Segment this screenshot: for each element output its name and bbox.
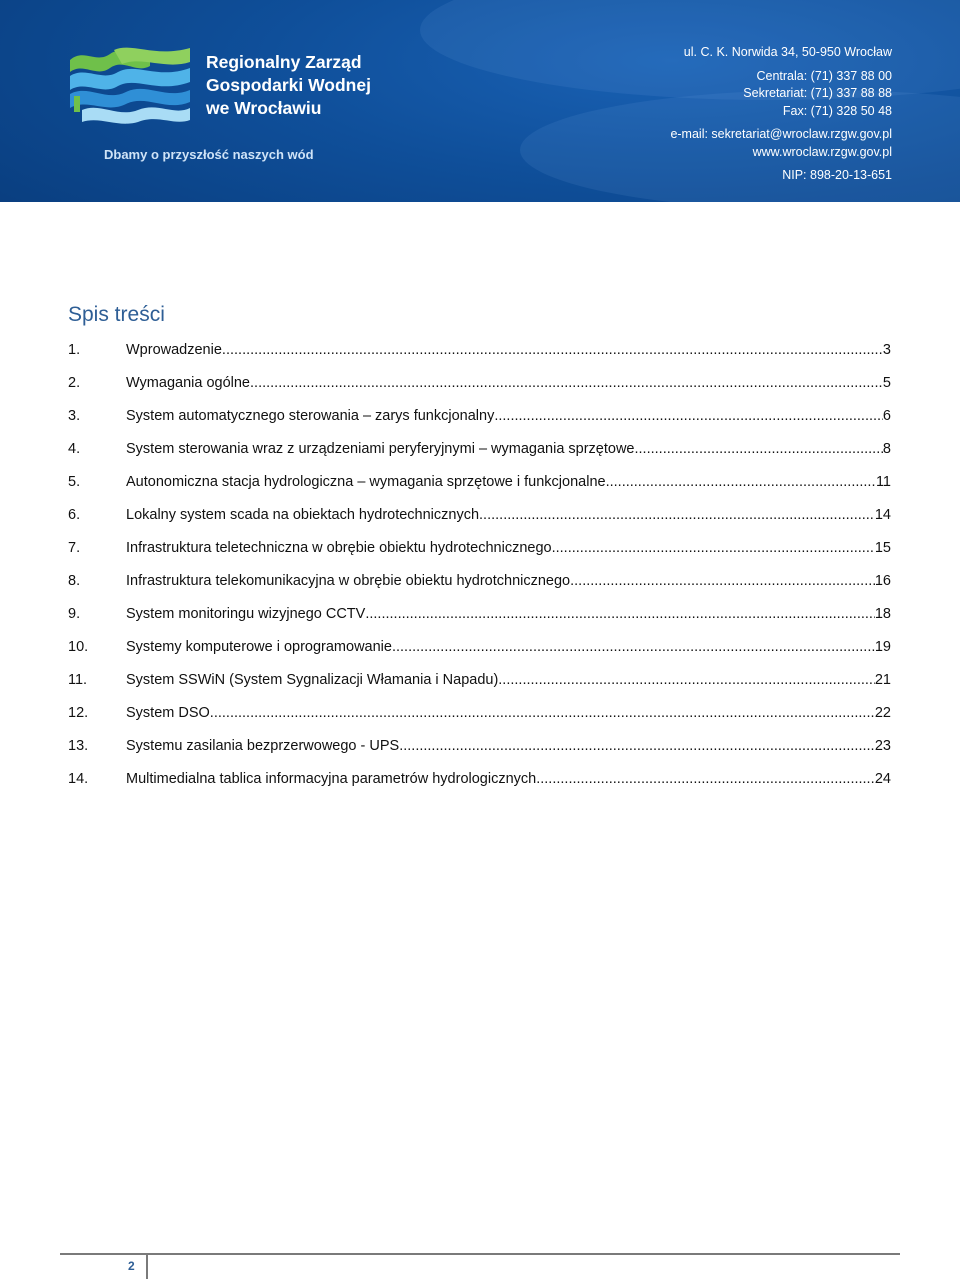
toc-entry-page: 5 xyxy=(882,374,891,391)
toc-entry-title: Infrastruktura telekomunikacyjna w obrębie obiektu hydrotchnicznego xyxy=(126,572,571,589)
toc-entry[interactable] xyxy=(68,663,891,696)
toc-entry-title: Systemy komputerowe i oprogramowanie xyxy=(126,638,392,655)
toc-leader-dots xyxy=(210,705,875,721)
toc-entry-title: Autonomiczna stacja hydrologiczna – wymagania sprzętowe i funkcjonalne xyxy=(126,473,606,490)
nip: NIP: 898-20-13-651 xyxy=(782,168,892,182)
org-name-line: Regionalny Zarząd xyxy=(206,52,362,72)
org-name-line: we Wrocławiu xyxy=(206,98,322,118)
toc-entry-number: 9. xyxy=(68,605,81,622)
toc-leader-dots xyxy=(479,507,875,523)
toc-leader-dots xyxy=(222,342,883,358)
toc-leader-dots xyxy=(250,375,883,391)
toc-entry-page: 22 xyxy=(874,704,891,721)
toc-entry-title: System automatycznego sterowania – zarys funkcjonalny xyxy=(126,407,495,424)
toc-leader-dots xyxy=(498,672,875,688)
toc-entry-number: 3. xyxy=(68,407,81,424)
toc-entry-page: 6 xyxy=(882,407,891,424)
toc-entry[interactable] xyxy=(68,564,891,597)
org-name-line: Gospodarki Wodnej xyxy=(206,75,371,95)
toc-entry-title: Infrastruktura teletechniczna w obrębie obiektu hydrotechnicznego xyxy=(126,539,552,556)
toc-entry-number: 10. xyxy=(68,638,89,655)
email-link[interactable]: e-mail: sekretariat@wroclaw.rzgw.gov.pl xyxy=(670,127,892,141)
toc-entry[interactable] xyxy=(68,531,891,564)
toc-entry[interactable] xyxy=(68,696,891,729)
toc-entry-number: 6. xyxy=(68,506,81,523)
toc-entry-title: Multimedialna tablica informacyjna parametrów hydrologicznych xyxy=(126,770,537,787)
table-of-contents xyxy=(68,333,891,795)
toc-leader-dots xyxy=(606,474,876,490)
toc-entry-page: 8 xyxy=(882,440,891,457)
toc-entry-title: System DSO xyxy=(126,704,210,721)
toc-entry-page: 23 xyxy=(874,737,891,754)
toc-entry[interactable] xyxy=(68,333,891,366)
address: ul. C. K. Norwida 34, 50-950 Wrocław xyxy=(683,45,892,59)
tagline: Dbamy o przyszłość naszych wód xyxy=(104,147,314,162)
phone-centrala: Centrala: (71) 337 88 00 xyxy=(756,68,892,83)
toc-leader-dots xyxy=(365,606,875,622)
toc-entry[interactable] xyxy=(68,399,891,432)
toc-entry-page: 3 xyxy=(882,341,891,358)
toc-leader-dots xyxy=(635,441,883,457)
toc-leader-dots xyxy=(494,408,883,424)
website-link[interactable]: www.wroclaw.rzgw.gov.pl xyxy=(752,144,892,159)
toc-entry-number: 11. xyxy=(68,671,88,688)
toc-entry-number: 13. xyxy=(68,737,89,754)
toc-entry-number: 8. xyxy=(68,572,81,589)
toc-leader-dots xyxy=(552,540,875,556)
toc-entry[interactable] xyxy=(68,432,891,465)
toc-entry[interactable] xyxy=(68,762,891,795)
toc-entry[interactable] xyxy=(68,465,891,498)
page-number: 2 xyxy=(128,1259,135,1273)
fax: Fax: (71) 328 50 48 xyxy=(782,103,892,118)
organization-name xyxy=(206,51,371,120)
footer-divider xyxy=(146,1255,148,1279)
toc-entry-title: System sterowania wraz z urządzeniami peryferyjnymi – wymagania sprzętowe xyxy=(126,440,635,457)
toc-entry-page: 24 xyxy=(874,770,891,787)
toc-entry-title: Lokalny system scada na obiektach hydrotechnicznych xyxy=(126,506,480,523)
contact-block xyxy=(670,44,892,185)
water-waves-logo-icon xyxy=(66,46,192,124)
toc-entry-page: 19 xyxy=(874,638,891,655)
toc-entry-title: Wprowadzenie xyxy=(126,341,222,358)
toc-entry[interactable] xyxy=(68,729,891,762)
toc-entry-title: System monitoringu wizyjnego CCTV xyxy=(126,605,366,622)
toc-heading: Spis treści xyxy=(68,303,165,326)
toc-entry-title: System SSWiN (System Sygnalizacji Włamania i Napadu) xyxy=(126,671,499,688)
toc-entry-page: 18 xyxy=(874,605,891,622)
toc-entry-number: 1. xyxy=(68,341,81,358)
toc-entry-title: Systemu zasilania bezprzerwowego - UPS xyxy=(126,737,400,754)
toc-entry-number: 4. xyxy=(68,440,81,457)
toc-entry[interactable] xyxy=(68,597,891,630)
toc-entry-number: 5. xyxy=(68,473,81,490)
toc-leader-dots xyxy=(570,573,875,589)
toc-leader-dots xyxy=(392,639,875,655)
toc-leader-dots xyxy=(399,738,875,754)
phone-sekretariat: Sekretariat: (71) 337 88 88 xyxy=(743,86,892,100)
toc-entry-page: 14 xyxy=(874,506,891,523)
toc-entry-page: 16 xyxy=(874,572,891,589)
toc-entry-page: 15 xyxy=(874,539,891,556)
toc-entry[interactable] xyxy=(68,366,891,399)
letterhead-banner xyxy=(0,0,960,202)
toc-leader-dots xyxy=(536,771,875,787)
toc-entry-page: 21 xyxy=(874,671,891,688)
toc-entry-page: 11 xyxy=(875,473,891,490)
toc-entry[interactable] xyxy=(68,630,891,663)
toc-entry[interactable] xyxy=(68,498,891,531)
footer-rule xyxy=(60,1253,900,1255)
toc-entry-number: 7. xyxy=(68,539,81,556)
toc-entry-number: 12. xyxy=(68,704,89,721)
toc-entry-number: 2. xyxy=(68,374,81,391)
toc-entry-number: 14. xyxy=(68,770,89,787)
toc-entry-title: Wymagania ogólne xyxy=(126,374,251,391)
